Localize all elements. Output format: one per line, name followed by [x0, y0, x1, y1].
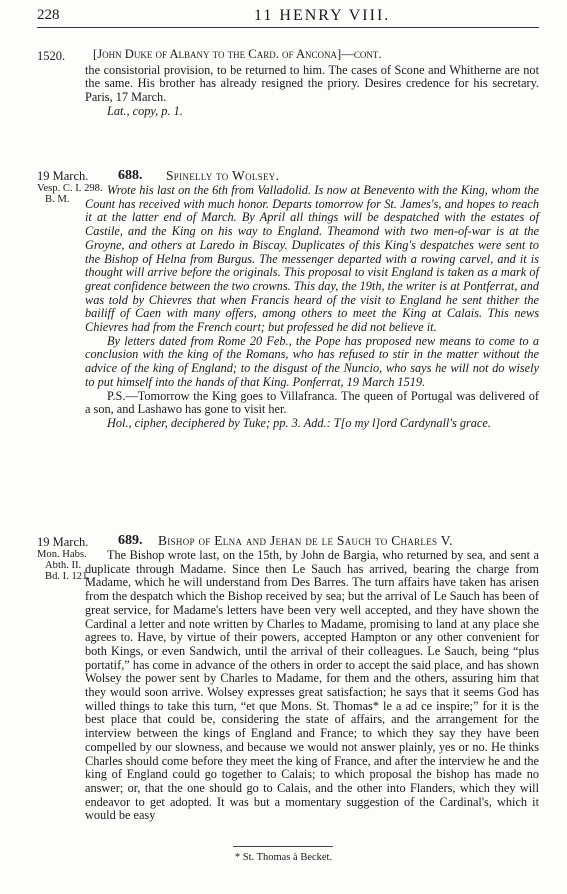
entry-688-para-2: By letters dated from Rome 20 Feb., the Pope has proposed new means to come to a conclusion with the king of the Romans, who has refused to stir in the matter without the advice of the king of England; to the disgust of the Nuncio, who says he will not do wisely to put himself into the hands of that King. Ponferrat, 19 March 1519.	[85, 333, 539, 389]
entry-688-date: 19 March.	[37, 169, 89, 183]
entry-689-title: Bishop of Elna and Jehan de le Sauch to Charles V.	[158, 533, 453, 548]
entry-689-ref-2: Abth. II.	[45, 560, 82, 571]
entry-688-title: Spinelly to Wolsey.	[166, 168, 280, 183]
footnote: * St. Thomas à Becket.	[234, 852, 333, 863]
continued-heading: [John Duke of Albany to the Card. of Ancona]—cont.	[93, 47, 382, 61]
entry-689-body	[85, 549, 539, 823]
entry-688-body	[85, 184, 539, 431]
entry-689-date: 19 March.	[37, 535, 89, 549]
entry-688-ref-2: B. M.	[45, 194, 70, 205]
entry-688-source: Hol., cipher, deciphered by Tuke; pp. 3. Add.: T[o my l]ord Cardynall's grace.	[107, 415, 491, 430]
page-header	[0, 3, 567, 29]
footnote-rule	[233, 846, 333, 847]
continued-entry	[85, 48, 539, 119]
running-head: 11 HENRY VIII.	[254, 7, 391, 24]
continued-text: the consistorial provision, to be returned to him. The cases of Scone and Whitherne are not the same. His brother has already resigned the priory. Desires credence for his secretary. Paris, 17 March.	[85, 62, 539, 105]
continued-source: Lat., copy, p. 1.	[107, 103, 183, 118]
entry-689-para-1: The Bishop wrote last, on the 15th, by John de Bargia, who returned by sea, and sent a duplicate through Madame. Since then Le Sauch has arrived, bearing the charge from Madame, which he will understand from Des Barres. The turn affairs have taken has arisen from the despatch which the Bishop received by sea; but the arrival of Le Sauch has been of great service, for Madame's letters have been very well accepted, and they have shown the Cardinal a letter and note written by Charles to Madame, promising to land at any place she agrees to. Have, by virtue of their powers, accepted Hampton or any other convenient for both Kings, or even Sandwich, until the arrival of their colleagues. Le Sauch, being “plus portatif,” has come in advance of the others in order to accept the said place, and has shown Wolsey the power sent by Charles to Madame, for them and the others, assuring him that they would soon arrive. Wolsey expresses great satisfaction; he says that it seems God has willed things to take this turn, “et que Mons. St. Thomas* le a ad ce inspire;” for it is the best place that could be, considering the state of affairs, and the arrangement for the interview between the kings of England and France; to which they say they have been compelled by our slowness, and because we would not answer plainly, yes or no. He thinks Charles should come before they meet the king of France, and after the interview he and the king of England could go together to Calais; to which proposal the bishop has made no answer; or, that the one should go to Calais, and the other into Flanders, which they will endeavor to get adopted. It was but a momentary suggestion of the Cardinal's, which it would be easy	[85, 548, 539, 823]
year-label: 1520.	[37, 49, 66, 63]
entry-688-para-3: P.S.—Tomorrow the King goes to Villafranca. The queen of Portugal was delivered of a son, and Lashawo has gone to visit her.	[85, 388, 539, 417]
entry-689-ref-3: Bd. I. 121.	[45, 571, 91, 582]
entry-688-number: 688.	[118, 168, 143, 183]
entry-688-ref-1: Vesp. C. I. 298.	[37, 183, 103, 194]
header-rule	[37, 27, 539, 28]
entry-689-number: 689.	[118, 533, 143, 548]
page-number: 228	[37, 7, 60, 23]
entry-689-ref-1: Mon. Habs.	[37, 549, 87, 560]
entry-688-para-1: Wrote his last on the 6th from Valladolid. Is now at Benevento with the King, whom the Count has received with much honor. Departs tomorrow for St. James's, and hopes to reach it at the latter end of March. By April all things will be despatched with the estates of Castile, and the King on his way to England. Theamond with two men-of-war is at the Groyne, and others at Laredo in Biscay. Duplicates of this King's despatches were sent to the Bishop of Helna from Burgus. The messenger departed with a rowing carvel, and it is thought will arrive before the originals. This proposal to visit England is taken as a mark of great confidence between the two crowns. This day, the 19th, the writer is at Pontferrat, and was told by Chievres that when Francis heard of the visit to England he sent thither the bailiff of Caen with many offers, among others to meet the King at Calais. This news Chievres had from the French court; but professed he did not believe it.	[85, 183, 539, 335]
